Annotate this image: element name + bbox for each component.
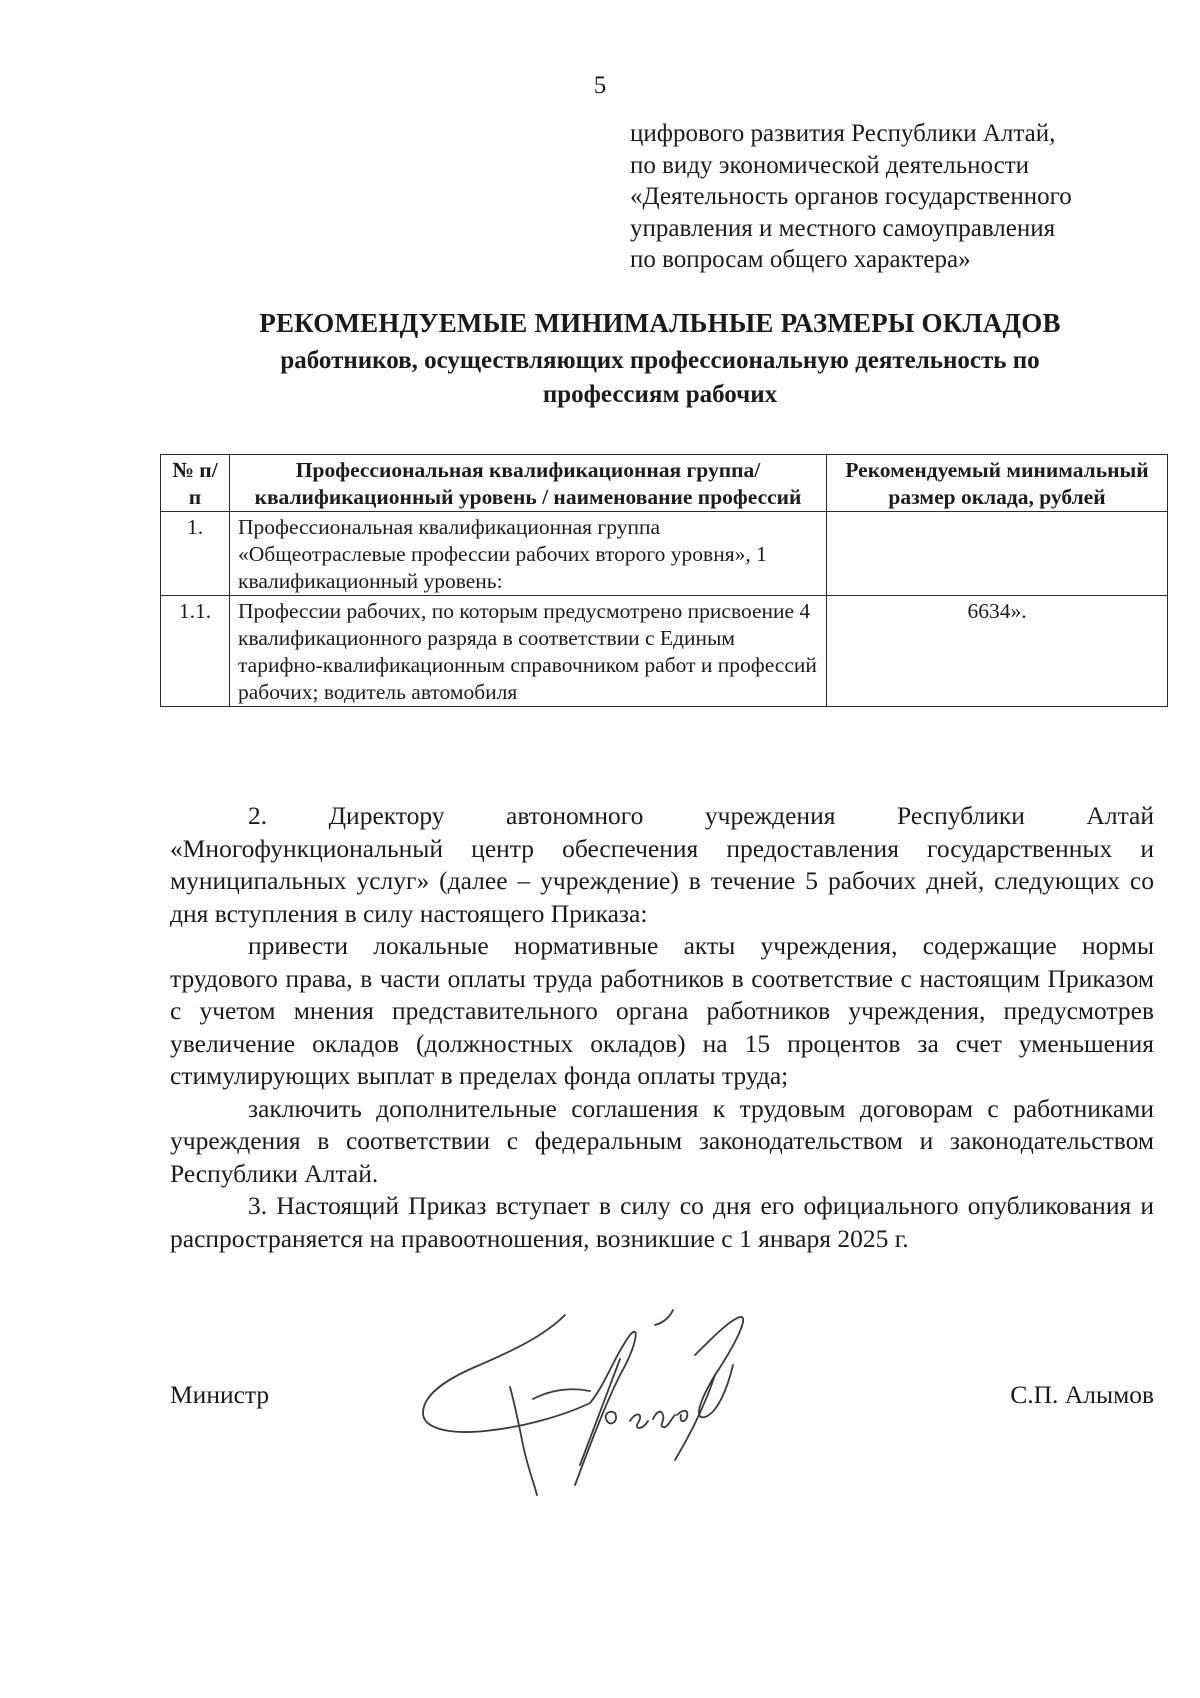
document-subtitle xyxy=(170,344,1150,412)
row-salary xyxy=(827,512,1168,596)
appendix-caption-line: по виду экономической деятельности xyxy=(630,151,1029,179)
row-profession: Профессии рабочих, по которым предусмотрено присвоение 4 квалификационного разряда в соответствии с Единым тарифно-квалификационным справочником работ и профессий рабочих; водитель автомобиля xyxy=(230,596,827,707)
row-number: 1.1. xyxy=(161,596,230,707)
row-profession: Профессиональная квалификационная группа «Общеотраслевые профессии рабочих второго уровня», 1 квалификационный уровень: xyxy=(230,512,827,596)
order-body-text xyxy=(170,800,1154,1255)
appendix-caption-line: «Деятельность органов государственного xyxy=(630,183,1072,210)
appendix-caption-line: по вопросам общего характера» xyxy=(630,246,971,273)
table-row xyxy=(161,512,1168,596)
header-profession: Профессиональная квалификационная группа/квалификационный уровень / наименование профессий xyxy=(230,455,827,512)
signatory-name: С.П. Алымов xyxy=(1010,1380,1154,1409)
table-header-row xyxy=(161,455,1168,512)
document-subtitle-line: профессиям рабочих xyxy=(542,381,778,408)
appendix-caption-line: управления и местного самоуправления xyxy=(630,214,1056,242)
signatory-position: Министр xyxy=(170,1380,270,1409)
header-number: № п/п xyxy=(161,455,230,512)
row-number: 1. xyxy=(161,512,230,596)
salary-table xyxy=(160,454,1168,707)
appendix-caption xyxy=(630,118,1170,276)
paragraph: 2. Директору автономного учреждения Республики Алтай «Многофункциональный центр обеспечения предоставления государственных и муниципальных услуг» (далее – учреждение) в течение 5 рабочих дней, следующих со дня вступления в силу настоящего Приказа: xyxy=(170,801,1154,928)
document-subtitle-line: работников, осуществляющих профессиональную деятельность по xyxy=(280,347,1040,374)
handwritten-signature xyxy=(415,1295,775,1525)
header-salary: Рекомендуемый минимальный размер оклада, рублей xyxy=(827,455,1168,512)
paragraph: 3. Настоящий Приказ вступает в силу со дня его официального опубликования и распространяется на правоотношения, возникшие с 1 января 2025 г. xyxy=(170,1191,1154,1253)
row-salary: 6634». xyxy=(827,596,1168,707)
paragraph: привести локальные нормативные акты учреждения, содержащие нормы трудового права, в части оплаты труда работников в соответствие с настоящим Приказом с учетом мнения представительного органа работников учреждения, предусмотрев увеличение окладов (должностных окладов) на 15 процентов за счет уменьшения стимулирующих выплат в пределах фонда оплаты труда; xyxy=(170,931,1154,1090)
table-row xyxy=(161,596,1168,707)
document-title: РЕКОМЕНДУЕМЫЕ МИНИМАЛЬНЫЕ РАЗМЕРЫ ОКЛАДОВ xyxy=(259,308,1061,338)
page-number: 5 xyxy=(593,72,607,99)
appendix-caption-line: цифрового развития Республики Алтай, xyxy=(630,120,1056,147)
paragraph: заключить дополнительные соглашения к трудовым договорам с работниками учреждения в соответствии с федеральным законодательством и законодательством Республики Алтай. xyxy=(170,1093,1154,1188)
